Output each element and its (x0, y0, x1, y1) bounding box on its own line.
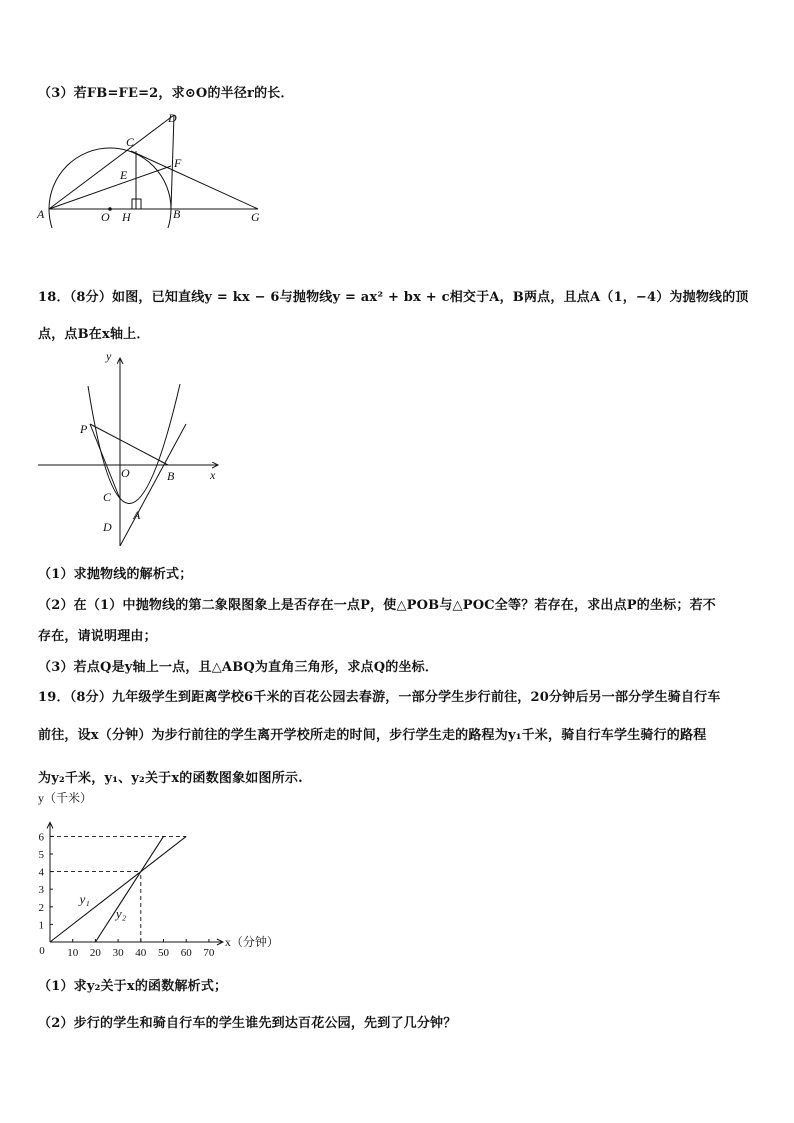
label-p: P (80, 422, 88, 436)
q18-part2-line2: 存在，请说明理由； (38, 629, 157, 644)
label-f: F (174, 156, 182, 170)
q18-part2-line1: （2）在（1）中抛物线的第二象限图象上是否存在一点P，使△POB与△POC全等？若存在，求出点P的坐标；若不 (38, 598, 716, 613)
distance-time-chart (30, 790, 290, 960)
line-pb (90, 424, 168, 465)
label-d: D (103, 520, 112, 534)
series-label-y1: y₁ (79, 891, 90, 907)
y-tick-label: 1 (38, 919, 44, 932)
x-tick-label: 10 (67, 947, 79, 959)
label-h: H (122, 210, 131, 224)
x-tick-label: 60 (180, 947, 192, 959)
series-line-2 (95, 836, 163, 942)
q19-part1: （1）求y₂关于x的函数解析式； (38, 979, 228, 994)
label-x: x (210, 468, 216, 482)
x-tick-label: 50 (158, 947, 169, 959)
x-axis-label: x（分钟） (224, 935, 279, 949)
x-tick-label: 70 (203, 947, 215, 959)
label-a: A (133, 508, 141, 522)
q18-part1: （1）求抛物线的解析式； (38, 567, 193, 582)
line-af (49, 166, 171, 209)
label-y: y (106, 349, 112, 363)
q17-part3: （3）若FB=FE=2，求⊙O的半径r的长． (38, 86, 294, 101)
y-tick-label: 3 (38, 884, 44, 897)
label-e: E (120, 168, 128, 182)
q19-intro-line3: 为y₂千米，y₁、y₂关于x的函数图象如图所示. (38, 771, 303, 786)
x-tick-label: 20 (89, 947, 101, 959)
circle-geometry-figure (34, 108, 274, 228)
x-tick-label: 40 (135, 947, 147, 959)
origin-label: 0 (39, 945, 45, 957)
label-c: C (103, 490, 112, 504)
q18-intro-line2: 点，点B在x轴上． (38, 327, 150, 342)
label-c: C (126, 135, 135, 149)
q18-part3: （3）若点Q是y轴上一点，且△ABQ为直角三角形，求点Q的坐标． (38, 660, 439, 675)
parabola-figure (34, 346, 234, 551)
label-g: G (251, 210, 260, 224)
y-tick-label: 5 (38, 849, 44, 861)
label-o: O (101, 210, 110, 224)
line-pc (90, 424, 120, 499)
series-label-y2: y₂ (115, 906, 127, 922)
q19-intro-line1: 19．（8分）九年级学生到距离学校6千米的百花公园去春游，一部分学生步行前往，20分钟后另一部分学生骑自行车 (38, 690, 721, 705)
y-tick-label: 6 (38, 831, 44, 844)
q18-intro-line1: 18．（8分）如图，已知直线y = kx − 6与抛物线y = ax² + bx + c相交于A，B两点，且点A（1，−4）为抛物线的顶 (38, 290, 749, 305)
y-tick-label: 4 (38, 866, 44, 879)
x-tick-label: 30 (112, 947, 124, 959)
q19-part2: （2）步行的学生和骑自行车的学生谁先到达百花公园，先到了几分钟？ (38, 1016, 457, 1031)
label-o: O (121, 466, 130, 480)
series-line-1 (50, 836, 186, 942)
y-axis-label: y（千米） (38, 791, 93, 805)
label-b: B (167, 469, 175, 483)
label-d: D (168, 111, 177, 125)
line-db (120, 424, 186, 546)
y-tick-label: 2 (38, 901, 44, 914)
q19-intro-line2: 前往，设x（分钟）为步行前往的学生离开学校所走的时间，步行学生走的路程为y₁千米，骑自行车学生骑行的路程 (38, 728, 707, 743)
line-cg (131, 151, 258, 209)
label-a: A (37, 207, 45, 221)
label-b: B (173, 207, 181, 221)
parabola-curve (88, 384, 180, 504)
